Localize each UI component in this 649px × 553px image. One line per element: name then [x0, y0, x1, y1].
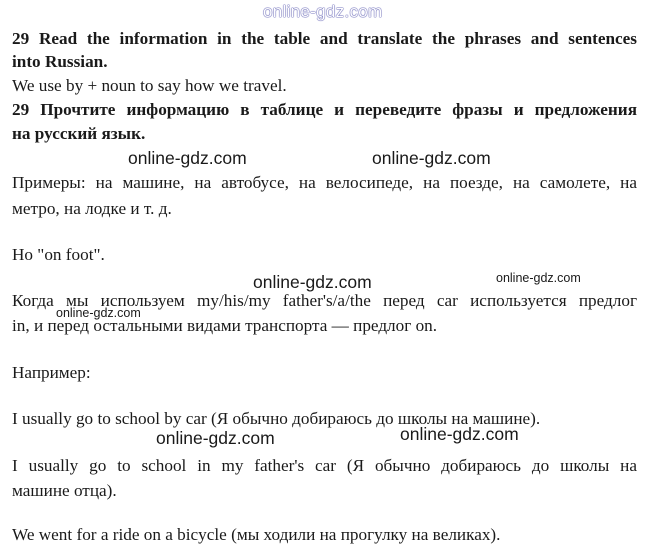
on-foot-note: Но "on foot". [12, 245, 105, 264]
watermark: online-gdz.com [253, 272, 372, 292]
examples-line2: метро, на лодке и т. д. [12, 199, 172, 218]
heading-en-line1: 29 Read the information in the table and translate the phrases and sentences [12, 29, 637, 48]
watermark: online-gdz.com [400, 424, 519, 444]
watermark: online-gdz.com [372, 148, 491, 168]
sentence-2-line2: машине отца). [12, 481, 117, 500]
sentence-1: I usually go to school by car (Я обычно добираюсь до школы на машине). [12, 409, 541, 428]
heading-en-line2: into Russian. [12, 52, 108, 71]
intro-en: We use by + noun to say how we travel. [12, 76, 287, 95]
watermark-top: online-gdz.com [263, 2, 383, 21]
watermark: online-gdz.com [496, 271, 581, 285]
watermark: online-gdz.com [56, 306, 141, 320]
rule-line2: in, и перед остальными видами транспорта — предлог on. [12, 316, 438, 335]
rule-line1: Когда мы используем my/his/my father's/a/the перед car используется предлог [12, 291, 637, 310]
watermark: online-gdz.com [156, 428, 275, 448]
sentence-2-line1: I usually go to school in my father's car (Я обычно добираюсь до школы на [12, 456, 637, 475]
examples-line1: Примеры: на машине, на автобусе, на велосипеде, на поезде, на самолете, на [12, 173, 637, 192]
watermark: online-gdz.com [128, 148, 247, 168]
heading-ru-line2: на русский язык. [12, 124, 146, 143]
heading-ru-line1: 29 Прочтите информацию в таблице и переведите фразы и предложения [12, 100, 637, 119]
for-example-label: Например: [12, 363, 91, 382]
sentence-3: We went for a ride on a bicycle (мы ходили на прогулку на великах). [12, 525, 501, 544]
